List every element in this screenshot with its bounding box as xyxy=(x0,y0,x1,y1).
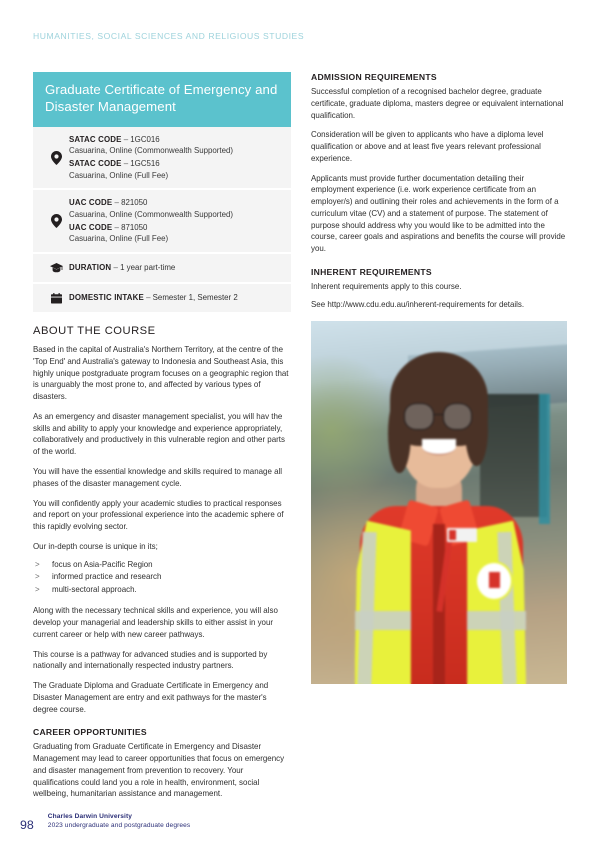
about-the-course-heading: ABOUT THE COURSE xyxy=(33,325,156,338)
list-item-label: focus on Asia-Pacific Region xyxy=(52,559,153,569)
info-row-body xyxy=(67,134,281,182)
info-entry xyxy=(69,262,175,273)
info-entry xyxy=(69,197,281,208)
list-item-label: informed practice and research xyxy=(52,572,162,582)
calendar-icon xyxy=(45,293,67,304)
info-key: UAC CODE xyxy=(69,222,113,232)
chevron-right-marker: > xyxy=(35,585,40,595)
about-paragraph: You will confidently apply your academic studies to practical responses and report on your professional experience into the academic sphere of this rapidly evolving sector. xyxy=(33,498,284,532)
chevron-right-marker: > xyxy=(35,559,40,569)
about-paragraph: Our in-depth course is unique in its; xyxy=(33,541,158,551)
about-paragraph: The Graduate Diploma and Graduate Certificate in Emergency and Disaster Management are entry and exit pathways for the master's degree course. xyxy=(33,681,269,714)
info-row-body xyxy=(67,197,281,245)
info-row-satac xyxy=(33,127,291,189)
info-entry xyxy=(69,157,281,169)
info-key: SATAC CODE xyxy=(69,134,122,144)
photo-illustration xyxy=(311,321,567,684)
info-row-body xyxy=(67,262,281,273)
info-value: 1GC016 xyxy=(130,134,160,144)
graduation-cap-icon xyxy=(45,263,67,273)
info-dash: – xyxy=(114,198,119,208)
info-sub: Casuarina, Online (Commonwealth Supported) xyxy=(69,146,234,156)
info-sub: Casuarina, Online (Full Fee) xyxy=(69,170,169,180)
location-pin-icon xyxy=(45,214,67,228)
running-header: HUMANITIES, SOCIAL SCIENCES AND RELIGIOUS STUDIES xyxy=(33,31,305,41)
about-bullet-list xyxy=(33,559,291,598)
inherent-paragraph: See http://www.cdu.edu.au/inherent-requirements for details. xyxy=(311,299,525,309)
info-sub: Casuarina, Online (Commonwealth Supported) xyxy=(69,209,234,219)
info-dash: – xyxy=(114,222,119,232)
inherent-paragraph: Inherent requirements apply to this course. xyxy=(311,281,462,291)
info-key: UAC CODE xyxy=(69,198,113,208)
info-value: 1 year part-time xyxy=(120,263,176,273)
location-pin-icon xyxy=(45,151,67,165)
info-entry xyxy=(69,221,281,233)
list-item xyxy=(33,584,291,597)
admission-paragraph: Applicants must provide further documentation detailing their employment experience (i.e. work experience certificate from an employer/s) and outlining their roles and achievements in the form of a curriculum vitae (CV) and a statement of purpose. The statement of purpose should address why you would like to be admitted into the course, career goals and aspirations and benefits the course will provide you. xyxy=(311,173,566,254)
info-value: 821050 xyxy=(121,198,148,208)
list-item xyxy=(33,571,291,584)
left-column xyxy=(33,72,291,800)
footer-subtitle: 2023 undergraduate and postgraduate degrees xyxy=(47,822,191,830)
inherent-requirements-heading: INHERENT REQUIREMENTS xyxy=(311,266,432,277)
info-value: Semester 1, Semester 2 xyxy=(152,293,238,303)
info-row-domestic-intake xyxy=(33,284,291,312)
right-column xyxy=(311,72,567,310)
info-entry xyxy=(69,292,238,303)
chevron-right-marker: > xyxy=(35,572,40,582)
info-value: 871050 xyxy=(121,222,148,232)
page-number: 98 xyxy=(20,817,34,832)
student-photo xyxy=(311,321,567,684)
admission-requirements-heading: ADMISSION REQUIREMENTS xyxy=(311,72,437,82)
career-paragraph: Graduating from Graduate Certificate in Emergency and Disaster Management may lead to career opportunities that focus on emergency and disaster management from prevention to recovery. Your qualifications could land you a role in health, environment, social wellbeing, humanitarian assistance and management. xyxy=(33,742,285,799)
info-dash: – xyxy=(146,293,151,303)
about-paragraph: You will have the essential knowledge and skills required to manage all phases of the disaster management cycle. xyxy=(33,466,283,488)
info-key: DURATION xyxy=(69,263,112,273)
info-dash: – xyxy=(113,263,118,273)
info-row-body xyxy=(67,292,281,303)
list-item-label: multi-sectoral approach. xyxy=(52,585,137,595)
about-paragraph: This course is a pathway for advanced studies and is supported by nationally and internationally respected industry partners. xyxy=(33,649,268,671)
info-dash: – xyxy=(123,134,129,144)
info-value: 1GC516 xyxy=(130,159,160,169)
course-info-card xyxy=(33,127,291,312)
footer-organisation: Charles Darwin University xyxy=(47,813,133,821)
photo-blur-overlay xyxy=(311,321,567,684)
list-item xyxy=(33,559,291,572)
info-sub: Casuarina, Online (Full Fee) xyxy=(69,234,169,244)
info-key: DOMESTIC INTAKE xyxy=(69,293,144,303)
info-row-uac xyxy=(33,190,291,252)
info-dash: – xyxy=(123,159,129,169)
about-paragraph: As an emergency and disaster management specialist, you will hav the skills and ability to apply your knowledge and experience appropriately, collaboratively and productively in this vulnerable region and other parts of the world. xyxy=(33,411,285,457)
info-row-duration xyxy=(33,254,291,282)
info-key: SATAC CODE xyxy=(69,159,122,169)
admission-paragraph: Successful completion of a recognised bachelor degree, graduate certificate, graduate diploma, masters degree or equivalent international qualification. xyxy=(311,87,564,120)
page-footer xyxy=(20,813,190,831)
about-paragraph: Based in the capital of Australia's Northern Territory, at the centre of the 'Top End' and Australia's gateway to Indonesia and Southeast Asia, this highly unique postgraduate program focuses on a geographic region that is unarguably the most prone to, and affected by various types of disasters. xyxy=(33,345,289,402)
footer-text xyxy=(48,813,191,831)
admission-paragraph: Consideration will be given to applicants who have a diploma level qualification or above and at least five years relevant professional experience. xyxy=(311,130,544,163)
info-entry xyxy=(69,134,281,145)
career-opportunities-heading: CAREER OPPORTUNITIES xyxy=(33,727,147,738)
course-title-banner: Graduate Certificate of Emergency and Disaster Management xyxy=(33,72,291,127)
about-paragraph: Along with the necessary technical skills and experience, you will also develop your managerial and leadership skills to either assist in your current career or help with new career pathways. xyxy=(33,606,278,639)
